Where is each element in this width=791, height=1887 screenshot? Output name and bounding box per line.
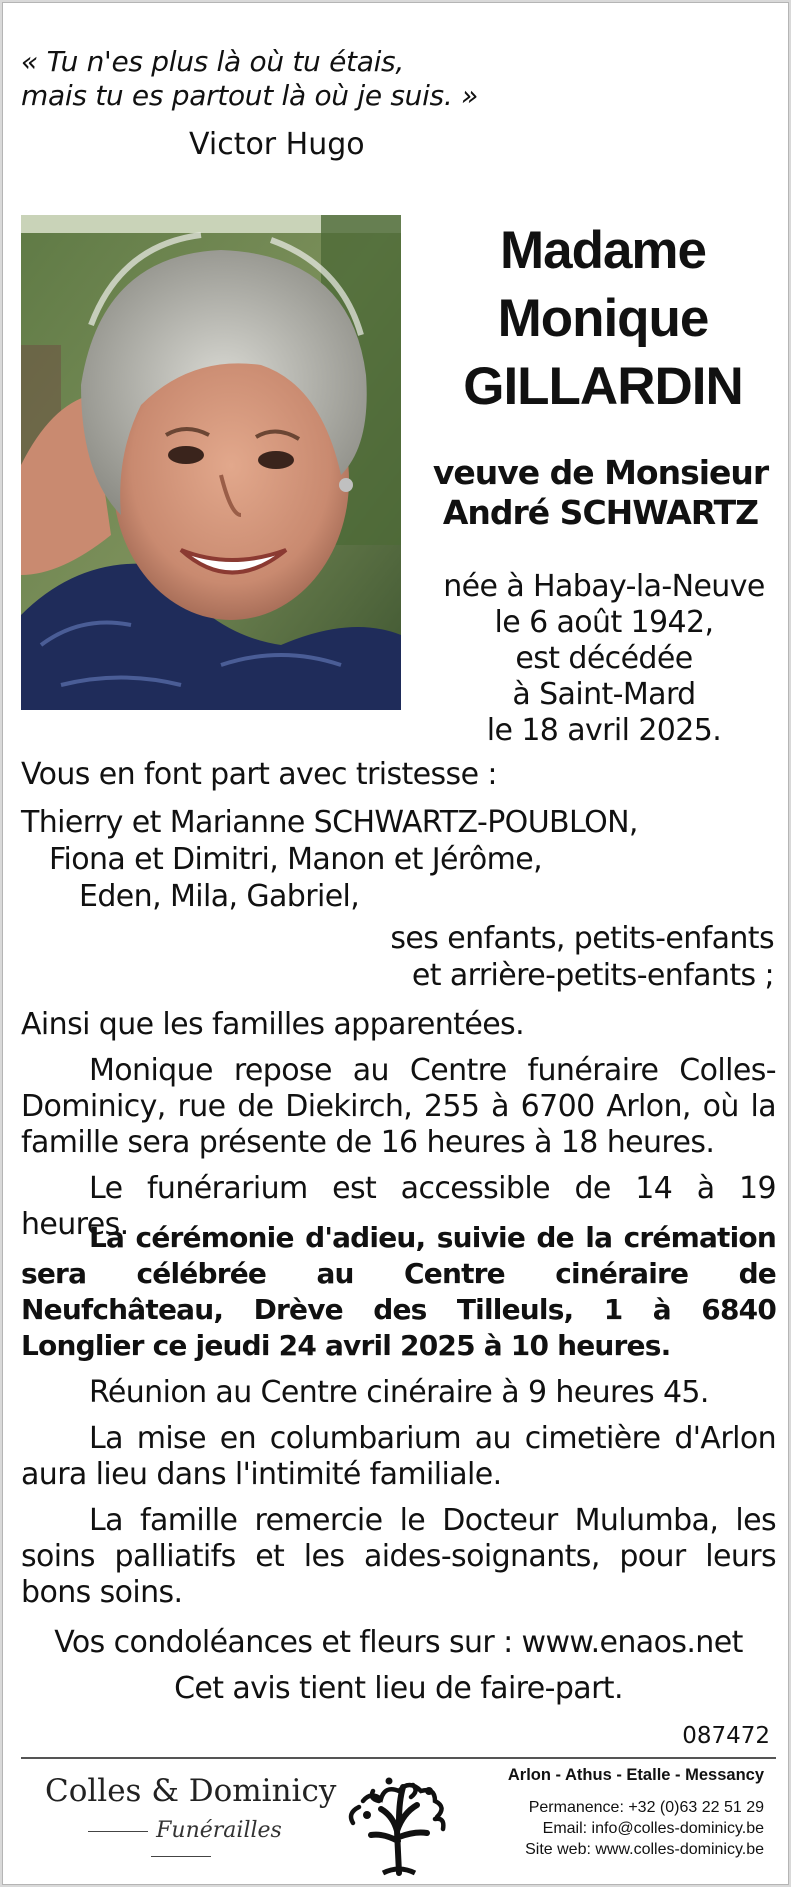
contact-phone: Permanence: +32 (0)63 22 51 29	[528, 1799, 764, 1816]
contact-email: Email: info@colles-dominicy.be	[542, 1820, 764, 1837]
paragraph-ceremony: La cérémonie d'adieu, suivie de la crémation sera célébrée au Centre cinéraire de Neufchâteau, Drève des Tilleuls, 1 à 6840 Longlier ce jeudi 24 avril 2025 à 10 heures.	[21, 1221, 776, 1362]
widow-of	[423, 453, 778, 533]
paragraph-repose: Monique repose au Centre funéraire Colles-Dominicy, rue de Diekirch, 255 à 6700 Arlon, où la famille sera présente de 16 heures à 18 heures.	[21, 1053, 776, 1160]
family-great-grandchildren: Eden, Mila, Gabriel,	[79, 879, 360, 914]
birth-death-details	[423, 569, 785, 749]
name-first: Monique	[497, 289, 709, 348]
family-role-2: et arrière-petits-enfants ;	[411, 958, 774, 993]
name-last: GILLARDIN	[463, 357, 743, 416]
family-relatives: Ainsi que les familles apparentées.	[21, 1007, 525, 1042]
paragraph-thanks: La famille remercie le Docteur Mulumba, les soins palliatifs et les aides-soignants, pour leurs bons soins.	[21, 1503, 776, 1610]
widow-line-2: André SCHWARTZ	[442, 493, 759, 532]
family-grandchildren: Fiona et Dimitri, Manon et Jérôme,	[49, 842, 543, 877]
tree-icon	[343, 1761, 455, 1879]
quote-line-2: mais tu es partout là où je suis. »	[21, 79, 479, 112]
paragraph-condolences: Vos condoléances et fleurs sur : www.enaos.net	[54, 1625, 743, 1660]
paragraph-columbarium: La mise en columbarium au cimetière d'Arlon aura lieu dans l'intimité familiale.	[21, 1421, 776, 1492]
quote-line-1: « Tu n'es plus là où tu étais,	[21, 45, 404, 78]
portrait-photo	[21, 215, 401, 710]
death-line: est décédée	[515, 641, 693, 676]
funeral-home-contact	[471, 1797, 764, 1860]
epigraph-quote	[21, 45, 478, 113]
paragraph-notice: Cet avis tient lieu de faire-part.	[174, 1671, 623, 1706]
footer-divider	[21, 1757, 776, 1759]
family-role-1: ses enfants, petits-enfants	[390, 921, 774, 956]
funeral-home-subtitle	[45, 1818, 317, 1868]
paragraph-reunion: Réunion au Centre cinéraire à 9 heures 45.	[89, 1375, 709, 1410]
widow-line-1: veuve de Monsieur	[432, 453, 769, 492]
birth-line: née à Habay-la-Neuve	[443, 569, 765, 604]
subtitle-rule-right	[151, 1856, 211, 1857]
portrait-image	[21, 215, 401, 710]
funeral-home-logo: Colles & Dominicy	[45, 1773, 337, 1809]
deceased-name	[423, 217, 783, 421]
death-date: le 18 avril 2025.	[486, 713, 722, 748]
name-title: Madame	[499, 221, 707, 280]
obituary-notice	[2, 2, 789, 1885]
subtitle-rule-left	[88, 1831, 148, 1832]
family-children: Thierry et Marianne SCHWARTZ-POUBLON,	[21, 805, 638, 840]
paragraph-funerarium: Le funérarium est accessible de 14 à 19 heures.	[21, 1171, 776, 1242]
contact-website: Site web: www.colles-dominicy.be	[525, 1841, 764, 1858]
family-intro: Vous en font part avec tristesse :	[21, 757, 497, 792]
birth-date: le 6 août 1942,	[494, 605, 714, 640]
death-place: à Saint-Mard	[512, 677, 696, 712]
reference-number: 087472	[682, 1723, 770, 1749]
subtitle-text: Funérailles	[156, 1818, 282, 1843]
funeral-home-locations: Arlon - Athus - Etalle - Messancy	[507, 1766, 764, 1784]
quote-author: Victor Hugo	[189, 127, 365, 162]
